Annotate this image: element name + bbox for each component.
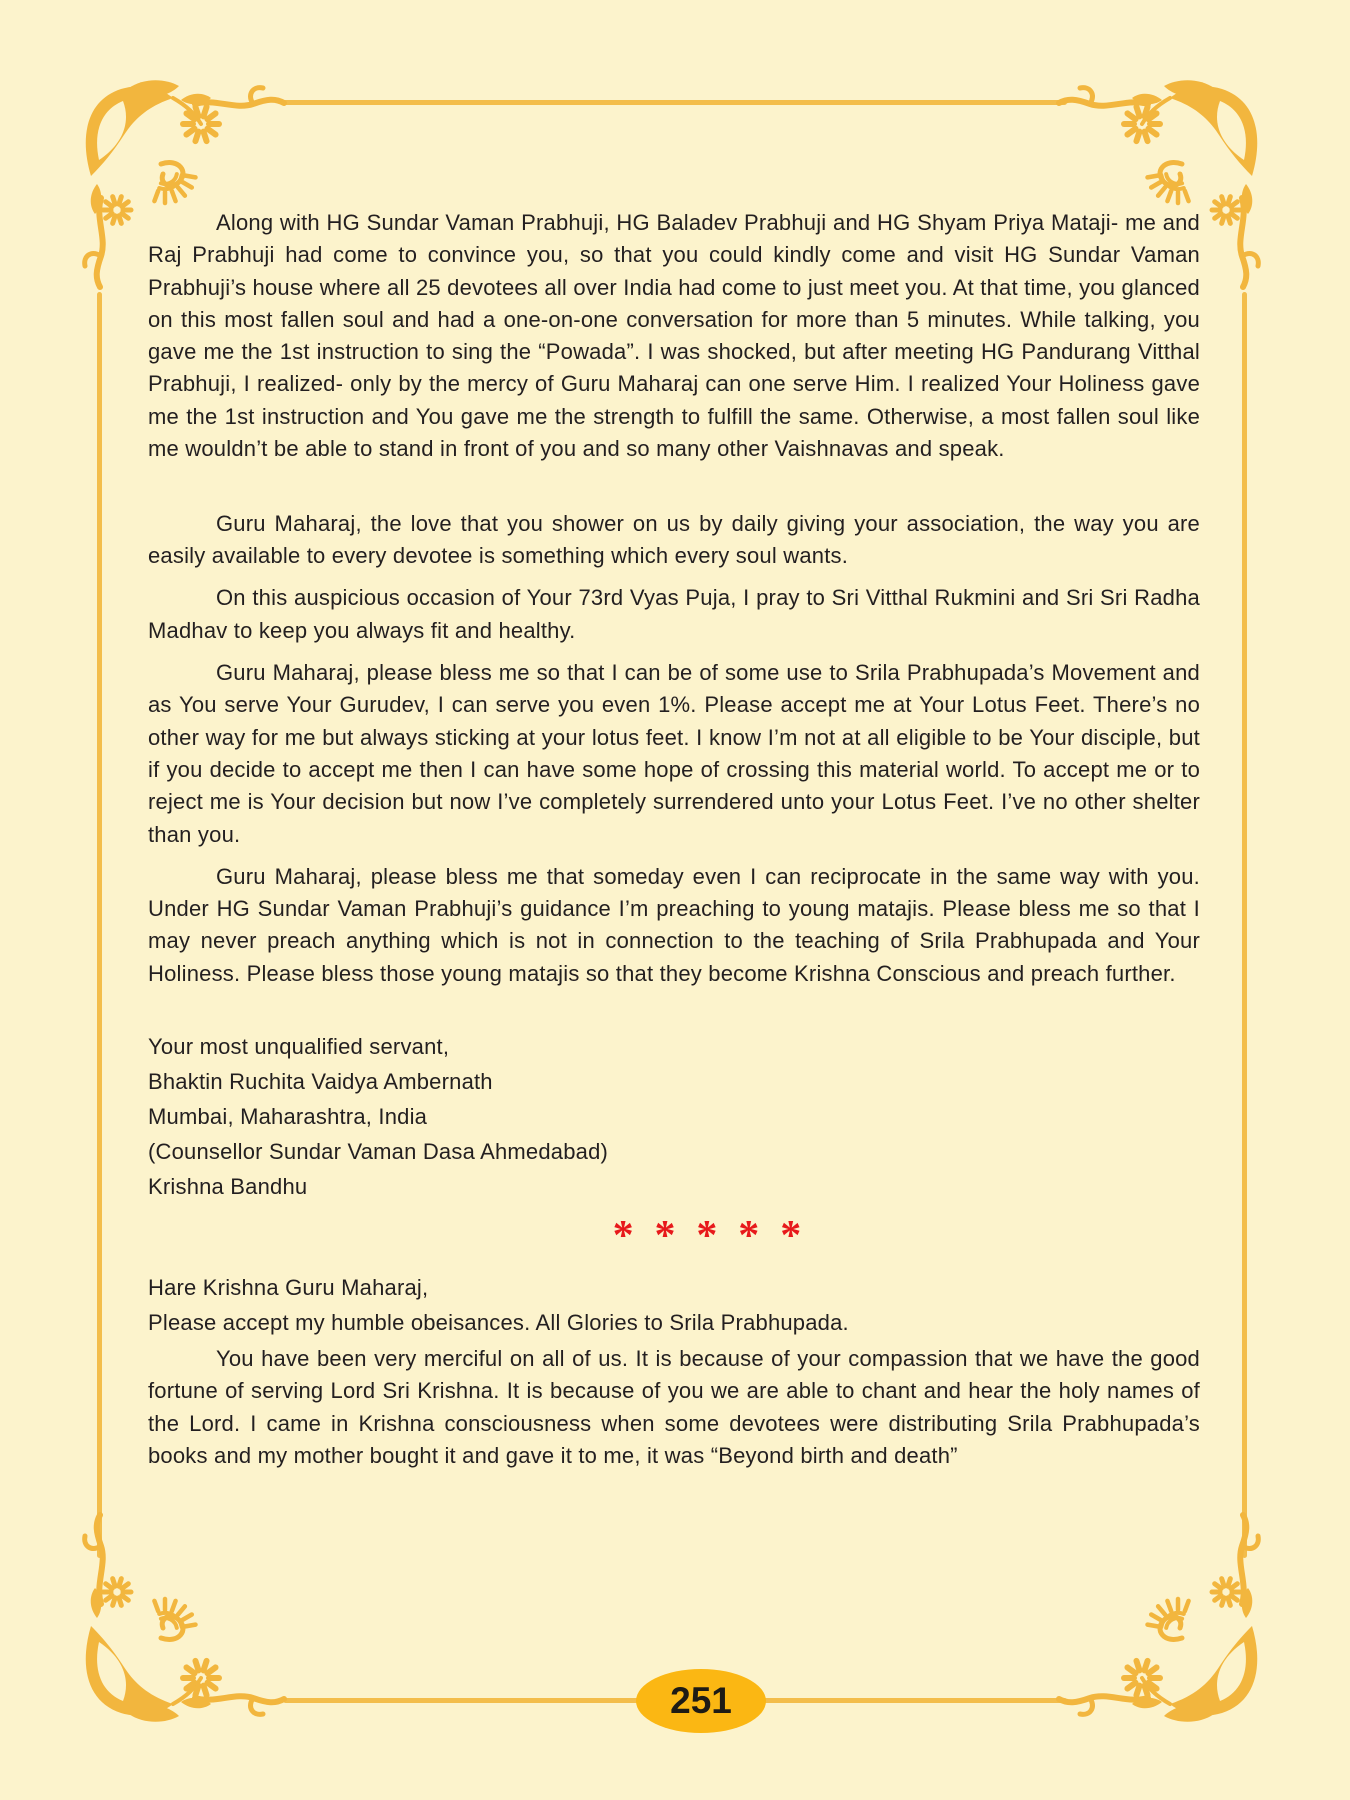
- signature-line: Krishna Bandhu: [148, 1173, 308, 1199]
- signature-line: Bhaktin Ruchita Vaidya Ambernath: [148, 1068, 493, 1094]
- page-number: 251: [670, 1680, 732, 1721]
- paragraph: Guru Maharaj, please bless me that someday even I can reciprocate in the same way with you. Under HG Sundar Vaman Prabhuji’s guidance I’m preaching to young matajis. Please bless me so that I may never preach anything which is not in connection to the teaching of Srila Prabhupada and Your Holiness. Please bless those young matajis so that they become Krishna Conscious and preach further.: [148, 863, 1200, 986]
- paragraph: On this auspicious occasion of Your 73rd Vyas Puja, I pray to Sri Vitthal Rukmini and Sri Sri Radha Madhav to keep you always fit and healthy.: [148, 585, 1200, 643]
- signature-line: Your most unqualified servant,: [148, 1033, 450, 1059]
- floral-corner-ornament-icon: [77, 1507, 292, 1722]
- paragraph: Guru Maharaj, please bless me so that I can be of some use to Srila Prabhupada’s Movement and as You serve Your Gurudev, I can serve you even 1%. Please accept me at Your Lotus Feet. There’s no other way for me but always sticking at your lotus feet. I know I’m not at all eligible to be Your disciple, but if you decide to accept me then I can have some hope of crossing this material world. To accept me or to reject me is Your decision but now I’ve completely surrendered unto your Lotus Feet. I’ve no other shelter than you.: [148, 660, 1200, 847]
- signature-line: (Counsellor Sundar Vaman Dasa Ahmedabad): [148, 1138, 609, 1164]
- page-number-badge: [636, 1669, 766, 1733]
- salutation: Hare Krishna Guru Maharaj,: [148, 1274, 429, 1300]
- obeisance-line: Please accept my humble obeisances. All Glories to Srila Prabhupada.: [148, 1309, 849, 1335]
- signature-line: Mumbai, Maharashtra, India: [148, 1103, 428, 1129]
- paragraph: Along with HG Sundar Vaman Prabhuji, HG Baladev Prabhuji and HG Shyam Priya Mataji- me and Raj Prabhuji had come to convince you, so that you could kindly come and visit HG Sundar Vaman Prabhuji’s house where all 25 devotees all over India had come to just meet you. At that time, you glanced on this most fallen soul and had a one-on-one conversation for more than 5 minutes. While talking, you gave me the 1st instruction to sing the “Powada”. I was shocked, but after meeting HG Pandurang Vitthal Prabhuji, I realized- only by the mercy of Guru Maharaj can one serve Him. I realized Your Holiness gave me the 1st instruction and You gave me the strength to fulfill the same. Otherwise, a most fallen soul like me wouldn’t be able to stand in front of you and so many other Vaishnavas and speak.: [148, 210, 1200, 462]
- signature-block: [148, 1031, 1200, 1203]
- floral-corner-ornament-icon: [1051, 1507, 1266, 1722]
- letter-text-column: [148, 207, 1200, 1483]
- paragraph: You have been very merciful on all of us. It is because of your compassion that we have the good fortune of serving Lord Sri Krishna. It is because of you we are able to chant and hear the holy names of the Lord. I came in Krishna consciousness when some devotees were distributing Srila Prabhupada’s books and my mother bought it and gave it to me, it was “Beyond birth and death”: [148, 1345, 1200, 1468]
- section-separator-asterisks: * * * * *: [612, 1212, 802, 1259]
- frame-line-top: [283, 100, 1067, 105]
- frame-line-right: [1242, 292, 1247, 1558]
- frame-line-left: [97, 292, 102, 1558]
- paragraph: Guru Maharaj, the love that you shower on us by daily giving your association, the way you are easily available to every devotee is something which every soul wants.: [148, 510, 1200, 568]
